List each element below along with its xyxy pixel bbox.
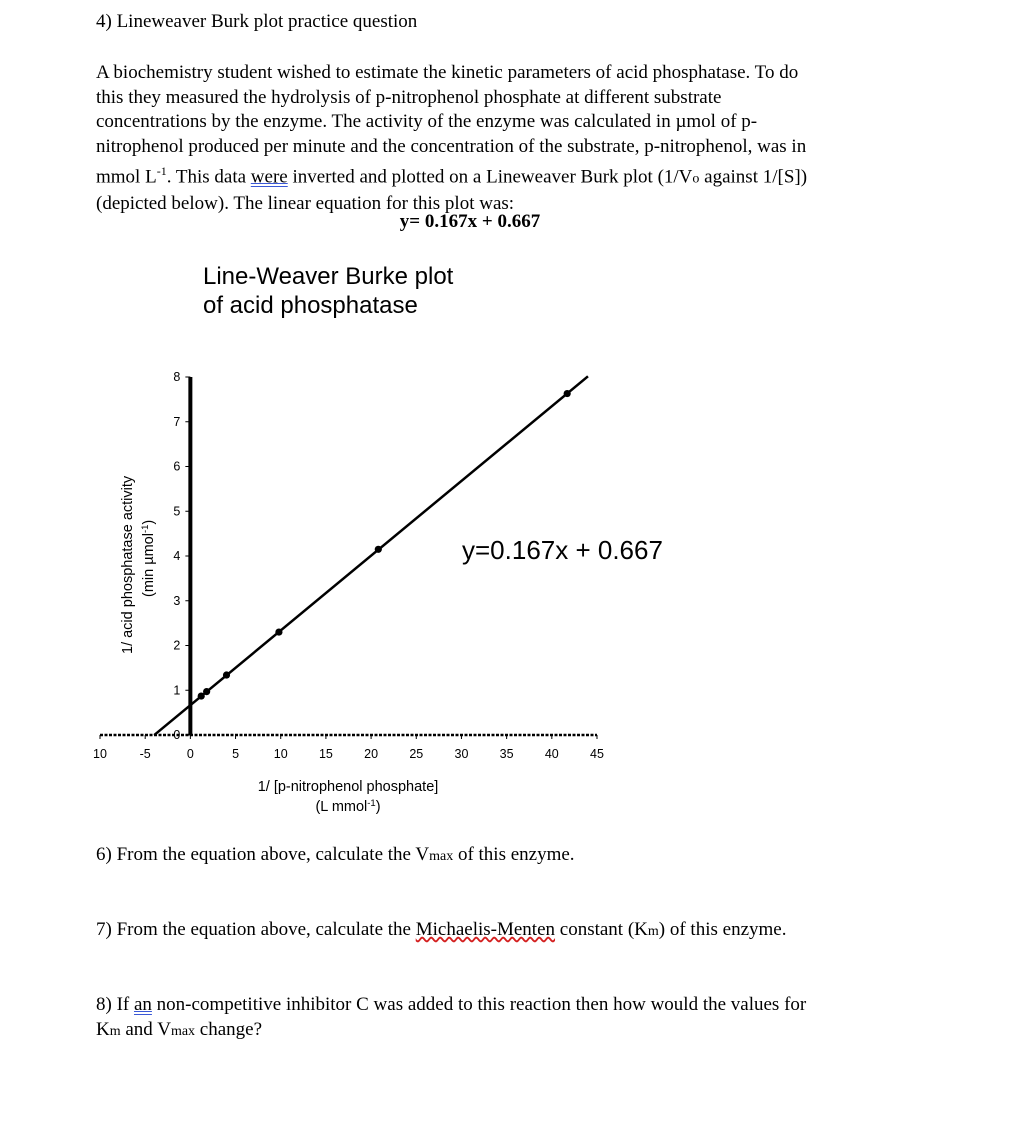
q8-line-1 <box>96 993 936 1018</box>
intro-paragraph <box>96 61 926 216</box>
q8-line-2 <box>96 1018 936 1045</box>
y-tick-label: 2 <box>173 638 181 653</box>
chart-annotation: y=0.167x + 0.667 <box>462 535 663 565</box>
y-tick-label: 5 <box>173 504 181 519</box>
x-tick-label: 40 <box>544 747 559 761</box>
data-point <box>203 688 210 695</box>
km-subscript: m <box>647 924 659 939</box>
question-heading: 4) Lineweaver Burk plot practice question <box>96 11 418 32</box>
data-point <box>564 390 571 397</box>
data-point <box>223 671 230 678</box>
q7-text: 7) From the equation above, calculate the <box>96 919 416 940</box>
x-tick-label: 15 <box>318 747 333 761</box>
q8-text: non-competitive inhibitor C was added to this reaction then how would the values for <box>151 994 807 1015</box>
y-tick-label: 0 <box>173 728 181 742</box>
chart-title-line-1: Line-Weaver Burke plot <box>203 263 454 290</box>
data-point <box>275 628 282 635</box>
grammar-flagged-word: were <box>250 166 288 188</box>
q7-text: ) of this enzyme. <box>658 919 787 940</box>
q7-text: constant (K <box>555 919 648 940</box>
x-tick-label: 10 <box>273 747 288 761</box>
x-axis-label-line-1: 1/ [p-nitrophenol phosphate] <box>257 779 439 795</box>
y-tick-label: 8 <box>173 370 181 384</box>
x-tick-label: 35 <box>499 747 514 761</box>
grammar-flagged-word: an <box>133 994 152 1015</box>
q8-text: change? <box>195 1018 263 1040</box>
intro-text: . This data <box>166 166 251 188</box>
question-8 <box>96 993 936 1044</box>
q8-text: 8) If <box>96 994 134 1015</box>
intro-line-5 <box>96 159 926 192</box>
x-axis-label-line-2: (L mmol$^{-1}$) <box>315 798 381 815</box>
y-ticks <box>173 370 190 742</box>
v-subscript: o <box>692 171 700 187</box>
y-tick-label: 6 <box>173 459 181 474</box>
intro-line-2: this they measured the hydrolysis of p-nitrophenol phosphate at different substrate <box>96 86 722 108</box>
km-subscript: m <box>109 1023 121 1039</box>
chart-title-line-2: of acid phosphatase <box>203 292 418 319</box>
intro-line-1: A biochemistry student wished to estimate the kinetic parameters of acid phosphatase. To do <box>96 62 799 83</box>
unit-exponent: -1 <box>156 164 167 178</box>
q6-text: 6) From the equation above, calculate the V <box>96 844 430 865</box>
x-tick-label: -5 <box>139 747 151 761</box>
x-ticks <box>93 735 604 761</box>
question-7 <box>96 918 936 945</box>
x-tick-label: 30 <box>454 747 469 761</box>
x-tick-label: 25 <box>409 747 424 761</box>
y-tick-label: 7 <box>173 414 181 429</box>
q6-text: of this enzyme. <box>453 844 575 865</box>
spell-flagged-word: Michaelis-Menten <box>415 919 556 940</box>
linear-equation: y= 0.167x + 0.667 <box>399 211 541 232</box>
x-tick-label: 10 <box>93 747 107 761</box>
y-axis-label-line-1: 1/ acid phosphatase activity <box>120 475 136 654</box>
vmax-subscript: max <box>429 849 454 864</box>
unit-text: mmol L <box>96 166 157 188</box>
intro-line-3: concentrations by the enzyme. The activity of the enzyme was calculated in µmol of p- <box>96 111 758 132</box>
q8-text: and V <box>120 1018 171 1040</box>
intro-line-6: (depicted below). The linear equation for this plot was: <box>96 192 515 214</box>
intro-text: inverted and plotted on a Lineweaver Burk plot (1/V <box>287 166 693 188</box>
y-tick-label: 3 <box>173 593 181 608</box>
lineweaver-burk-chart <box>0 250 1010 830</box>
vmax-subscript: max <box>170 1023 196 1039</box>
y-tick-label: 4 <box>173 549 181 563</box>
x-tick-label: 20 <box>364 747 379 761</box>
y-axis-label-line-2: (min µmol$^{-1}$) <box>140 519 157 597</box>
x-tick-label: 45 <box>590 747 604 761</box>
y-tick-label: 1 <box>173 683 181 698</box>
intro-text: against 1/[S]) <box>699 166 808 188</box>
q8-text: K <box>96 1018 110 1040</box>
intro-line-4: nitrophenol produced per minute and the concentration of the substrate, p-nitrophenol, was in <box>96 135 807 157</box>
question-6 <box>96 843 936 870</box>
x-tick-label: 0 <box>186 747 194 761</box>
x-tick-label: 5 <box>232 747 240 761</box>
data-point <box>375 546 382 553</box>
